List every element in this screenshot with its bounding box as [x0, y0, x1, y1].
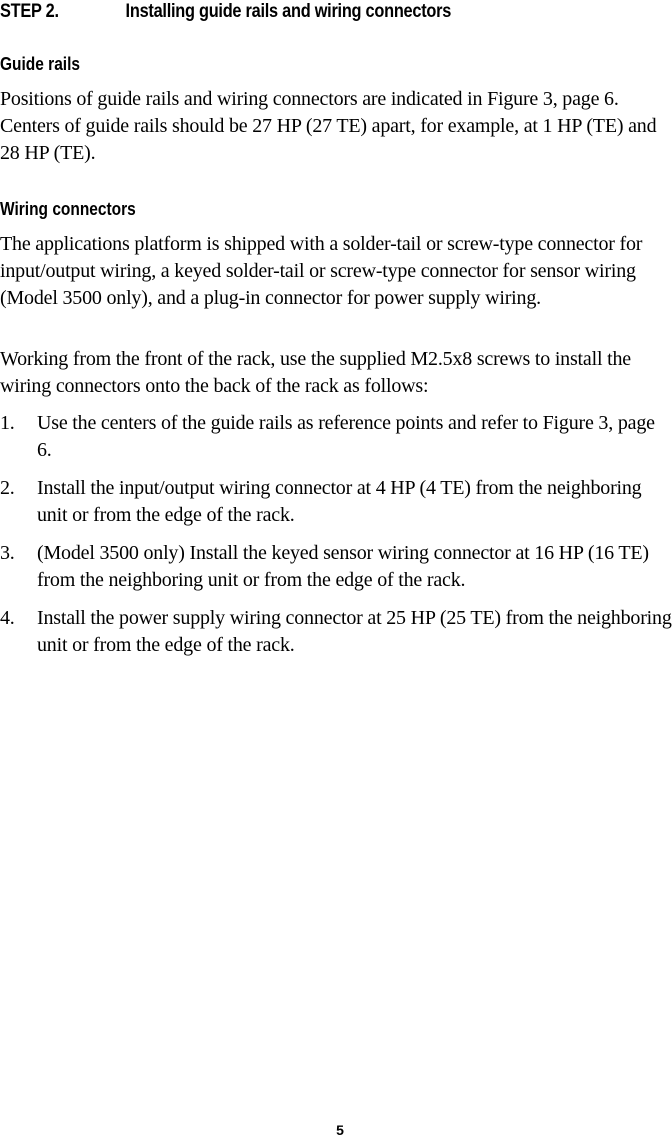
- page-number: 5: [336, 1122, 344, 1138]
- step-heading: [0, 0, 451, 24]
- wiring-connectors-paragraph-1: The applications platform is shipped with a solder-tail or screw-type connector for input/output wiring, a keyed solder-tail or screw-type connector for sensor wiring (Model 3500 only), and a plug-in connector for power supply wiring.: [0, 233, 643, 309]
- list-item-text: (Model 3500 only) Install the keyed sensor wiring connector at 16 HP (16 TE) from the neighboring unit or from the edge of the rack.: [37, 542, 649, 591]
- list-item-number: 2.: [0, 477, 15, 499]
- list-item: [0, 410, 672, 464]
- list-item-text: Use the centers of the guide rails as reference points and refer to Figure 3, page 6.: [37, 412, 655, 461]
- installation-steps-list: [0, 410, 672, 670]
- list-item-text: Install the power supply wiring connector at 25 HP (25 TE) from the neighboring unit or from the edge of the rack.: [37, 607, 672, 656]
- list-item-text: Install the input/output wiring connector at 4 HP (4 TE) from the neighboring unit or from the edge of the rack.: [37, 477, 642, 526]
- step-number: STEP 2.: [0, 1, 59, 22]
- list-item: [0, 605, 672, 659]
- section-heading-guide-rails: Guide rails: [0, 54, 81, 74]
- step-title: Installing guide rails and wiring connectors: [125, 1, 452, 22]
- guide-rails-paragraph: Positions of guide rails and wiring connectors are indicated in Figure 3, page 6. Centers of guide rails should be 27 HP (27 TE) apart, for example, at 1 HP (TE) and 28 HP (TE).: [0, 88, 657, 164]
- list-item-number: 3.: [0, 542, 15, 564]
- list-item: [0, 540, 672, 594]
- wiring-connectors-paragraph-2: Working from the front of the rack, use the supplied M2.5x8 screws to install the wiring connectors onto the back of the rack as follows:: [0, 348, 631, 397]
- section-heading-wiring-connectors: Wiring connectors: [0, 199, 136, 219]
- list-item-number: 4.: [0, 607, 15, 629]
- list-item-number: 1.: [0, 412, 15, 434]
- list-item: [0, 475, 672, 529]
